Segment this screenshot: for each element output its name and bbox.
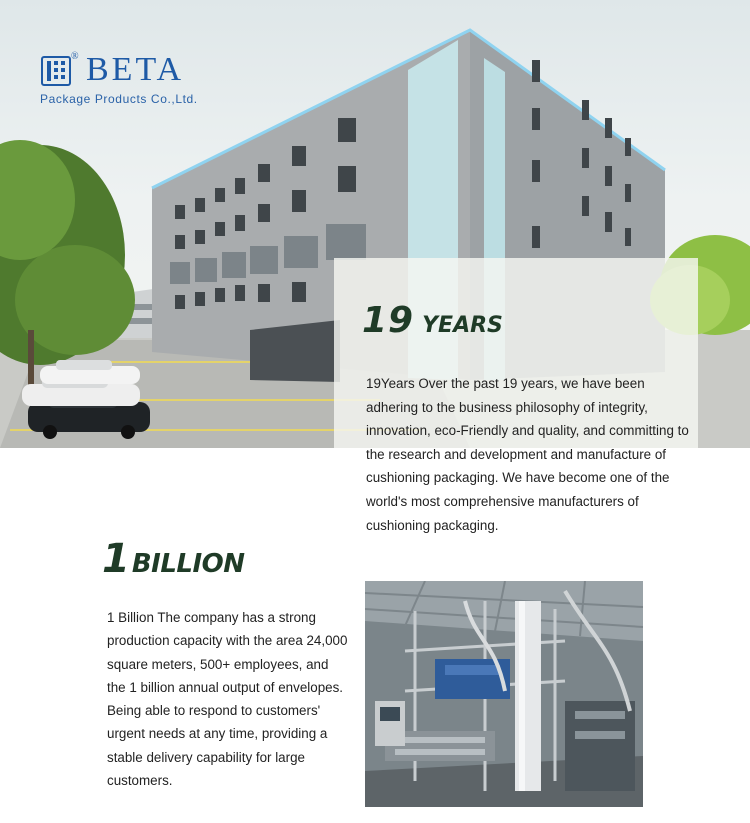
beta-logo-icon: [41, 56, 71, 86]
billion-number: 1: [102, 536, 130, 582]
registered-mark: ®: [71, 51, 79, 62]
production-machinery-image: [365, 581, 643, 807]
company-name: Package Products Co.,Ltd.: [40, 92, 198, 106]
billion-heading: [102, 536, 245, 582]
billion-description: 1 Billion The company has a strong production capacity with the area 24,000 square meters, 500+ employees, and the 1 billion annual output of envelopes. Being able to respond to customers' urgent needs at any time, providing a stable delivery capability for large customers.: [107, 610, 348, 789]
years-description: 19Years Over the past 19 years, we have been adhering to the business philosophy of integrity, innovation, eco-Friendly and quality, and committing to the research and development and manufacture of cushioning packaging. We have become one of the world's most comprehensive manufacturers of cushioning packaging.: [366, 376, 689, 533]
brand-name: BETA: [86, 51, 185, 88]
years-heading: [362, 300, 503, 341]
years-number: 19: [362, 300, 415, 341]
company-logo: [38, 52, 208, 112]
years-label: YEARS: [422, 313, 503, 338]
billion-label: BILLION: [131, 549, 245, 579]
